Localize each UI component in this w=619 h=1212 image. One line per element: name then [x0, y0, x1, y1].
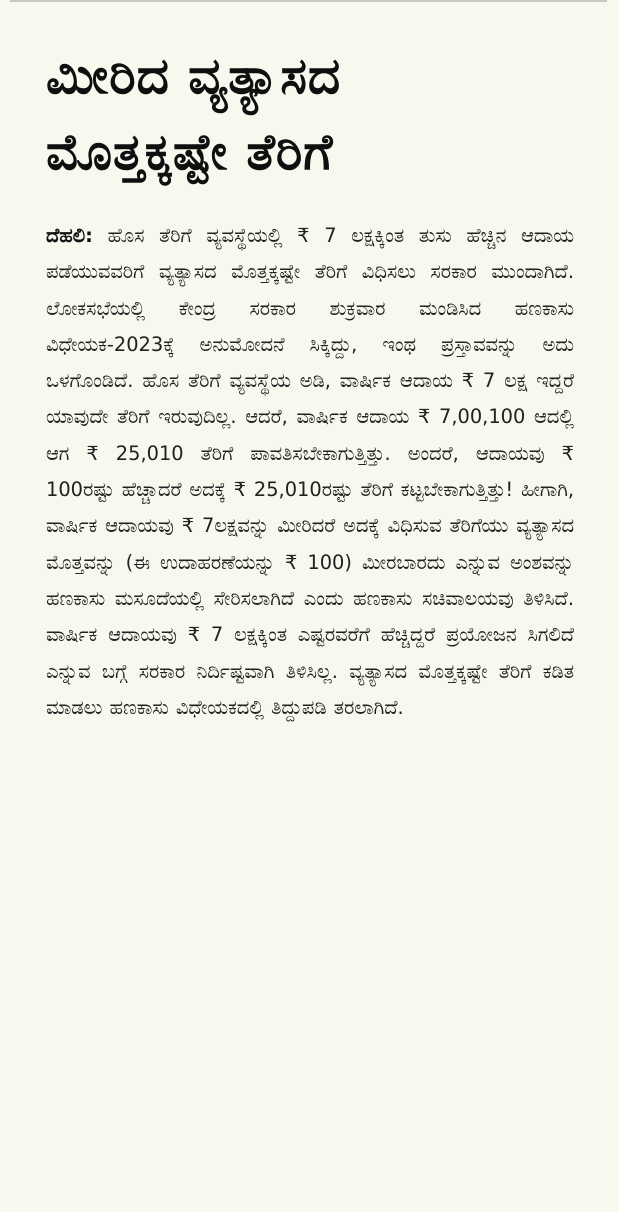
- article-body-text: ಹೊಸ ತೆರಿಗೆ ವ್ಯವಸ್ಥೆಯಲ್ಲಿ ₹ 7 ಲಕ್ಷಕ್ಕಿಂತ ತುಸು ಹೆಚ್ಚಿನ ಆದಾಯ ಪಡೆಯುವವರಿಗೆ ವ್ಯತ್ಯಾಸದ ಮೊತ್ತಕ್ಕಷ್ಟೇ ತೆರಿಗೆ ವಿಧಿಸಲು ಸರಕಾರ ಮುಂದಾಗಿದೆ. ಲೋಕಸಭೆಯಲ್ಲಿ ಕೇಂದ್ರ ಸರಕಾರ ಶುಕ್ರವಾರ ಮಂಡಿಸಿದ ಹಣಕಾಸು ವಿಧೇಯಕ-2023ಕ್ಕೆ ಅನುಮೋದನೆ ಸಿಕ್ಕಿದ್ದು, ಇಂಥ ಪ್ರಸ್ತಾವವನ್ನು ಅದು ಒಳಗೊಂಡಿದೆ. ಹೊಸ ತೆರಿಗೆ ವ್ಯವಸ್ಥೆಯ ಅಡಿ, ವಾರ್ಷಿಕ ಆದಾಯ ₹ 7 ಲಕ್ಷ ಇದ್ದರೆ ಯಾವುದೇ ತೆರಿಗೆ ಇರುವುದಿಲ್ಲ. ಆದರೆ, ವಾರ್ಷಿಕ ಆದಾಯ ₹ 7,00,100 ಆದಲ್ಲಿ ಆಗ ₹ 25,010 ತೆರಿಗೆ ಪಾವತಿಸಬೇಕಾಗುತ್ತಿತ್ತು. ಅಂದರೆ, ಆದಾಯವು ₹ 100ರಷ್ಟು ಹೆಚ್ಚಾದರೆ ಅದಕ್ಕೆ ₹ 25,010ರಷ್ಟು ತೆರಿಗೆ ಕಟ್ಟಬೇಕಾಗುತ್ತಿತ್ತು! ಹೀಗಾಗಿ, ವಾರ್ಷಿಕ ಆದಾಯವು ₹ 7ಲಕ್ಷವನ್ನು ಮೀರಿದರೆ ಅದಕ್ಕೆ ವಿಧಿಸುವ ತೆರಿಗೆಯು ವ್ಯತ್ಯಾಸದ ಮೊತ್ತವನ್ನು (ಈ ಉದಾಹರಣೆಯನ್ನು ₹ 100) ಮೀರಬಾರದು ಎನ್ನುವ ಅಂಶವನ್ನು ಹಣಕಾಸು ಮಸೂದೆಯಲ್ಲಿ ಸೇರಿಸಲಾಗಿದೆ ಎಂದು ಹಣಕಾಸು ಸಚಿವಾಲಯವು ತಿಳಿಸಿದೆ. ವಾರ್ಷಿಕ ಆದಾಯವು ₹ 7 ಲಕ್ಷಕ್ಕಿಂತ ಎಷ್ಟರವರೆಗೆ ಹೆಚ್ಚಿದ್ದರೆ ಪ್ರಯೋಜನ ಸಿಗಲಿದೆ ಎನ್ನುವ ಬಗ್ಗೆ ಸರಕಾರ ನಿರ್ದಿಷ್ಟವಾಗಿ ತಿಳಿಸಿಲ್ಲ. ವ್ಯತ್ಯಾಸದ ಮೊತ್ತಕ್ಕಷ್ಟೇ ತೆರಿಗೆ ಕಡಿತ ಮಾಡಲು ಹಣಕಾಸು ವಿಧೇಯಕದಲ್ಲಿ ತಿದ್ದುಪಡಿ ತರಲಾಗಿದೆ.: [46, 224, 574, 719]
- news-article: [46, 38, 574, 746]
- dateline: ದೆಹಲಿ:: [46, 224, 93, 247]
- headline-line-1: ಮೀರಿದ ವ್ಯತ್ಯಾಸದ: [46, 47, 342, 105]
- top-rule: [10, 0, 607, 2]
- headline: [46, 38, 574, 190]
- article-body: [46, 218, 574, 726]
- headline-line-2: ಮೊತ್ತಕ್ಕಷ್ಟೇ ತೆರಿಗೆ: [46, 123, 334, 181]
